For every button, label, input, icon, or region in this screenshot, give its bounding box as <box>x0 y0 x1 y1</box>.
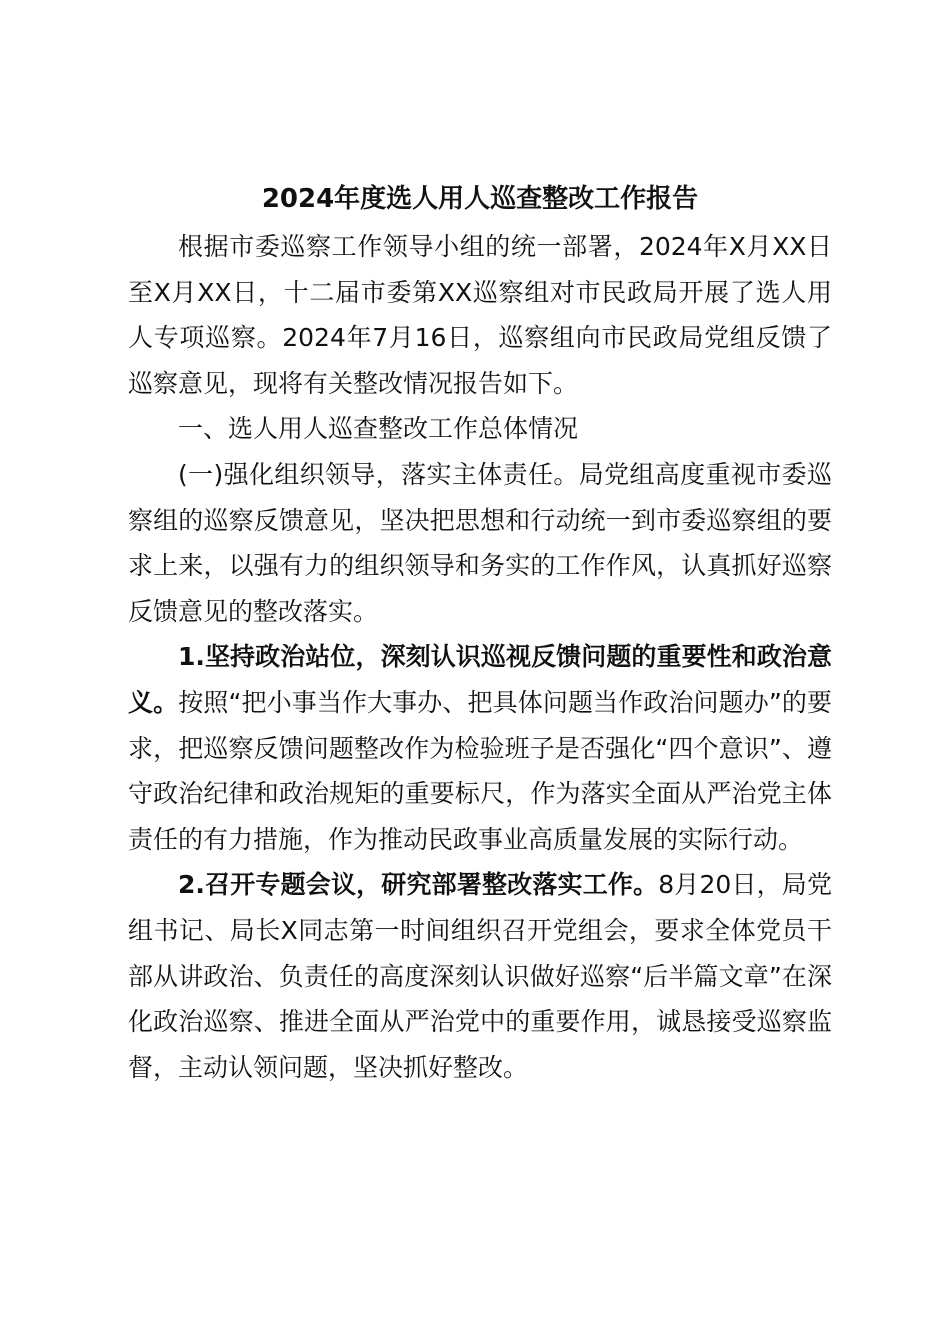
document-title: 2024年度选人用人巡查整改工作报告 <box>261 184 699 214</box>
section-heading: 一、选人用人巡查整改工作总体情况 <box>178 414 579 444</box>
item-2-text: 8月20日，局党组书记、局长X同志第一时间组织召开党组会，要求全体党员干部从讲政治、负责任的高度深刻认识做好巡察“后半篇文章”在深化政治巡察、推进全面从严治党中的重要作用，诚恳接受巡察监督，主动认领问题，坚决抓好整改。 <box>128 870 832 1082</box>
document-page <box>128 174 832 1090</box>
item-2-heading: 2.召开专题会议，研究部署整改落实工作。 <box>178 870 659 900</box>
intro-paragraph: 根据市委巡察工作领导小组的统一部署，2024年X月XX日至X月XX日，十二届市委第XX巡察组对市民政局开展了选人用人专项巡察。2024年7月16日，巡察组向市民政局党组反馈了巡察意见，现将有关整改情况报告如下。 <box>128 232 832 398</box>
item-1-heading: 1.坚持政治站位，深刻认识巡视反馈问题的重要性和政治意义。 <box>128 642 832 717</box>
item-1-paragraph <box>128 634 832 862</box>
subsection-paragraph: (一)强化组织领导，落实主体责任。局党组高度重视市委巡察组的巡察反馈意见，坚决把思想和行动统一到市委巡察组的要求上来，以强有力的组织领导和务实的工作作风，认真抓好巡察反馈意见的整改落实。 <box>128 459 832 626</box>
item-1-text: 按照“把小事当作大事办、把具体问题当作政治问题办”的要求，把巡察反馈问题整改作为检验班子是否强化“四个意识”、遵守政治纪律和政治规矩的重要标尺，作为落实全面从严治党主体责任的有力措施，作为推动民政事业高质量发展的实际行动。 <box>128 687 832 854</box>
item-2-paragraph <box>128 862 832 1090</box>
